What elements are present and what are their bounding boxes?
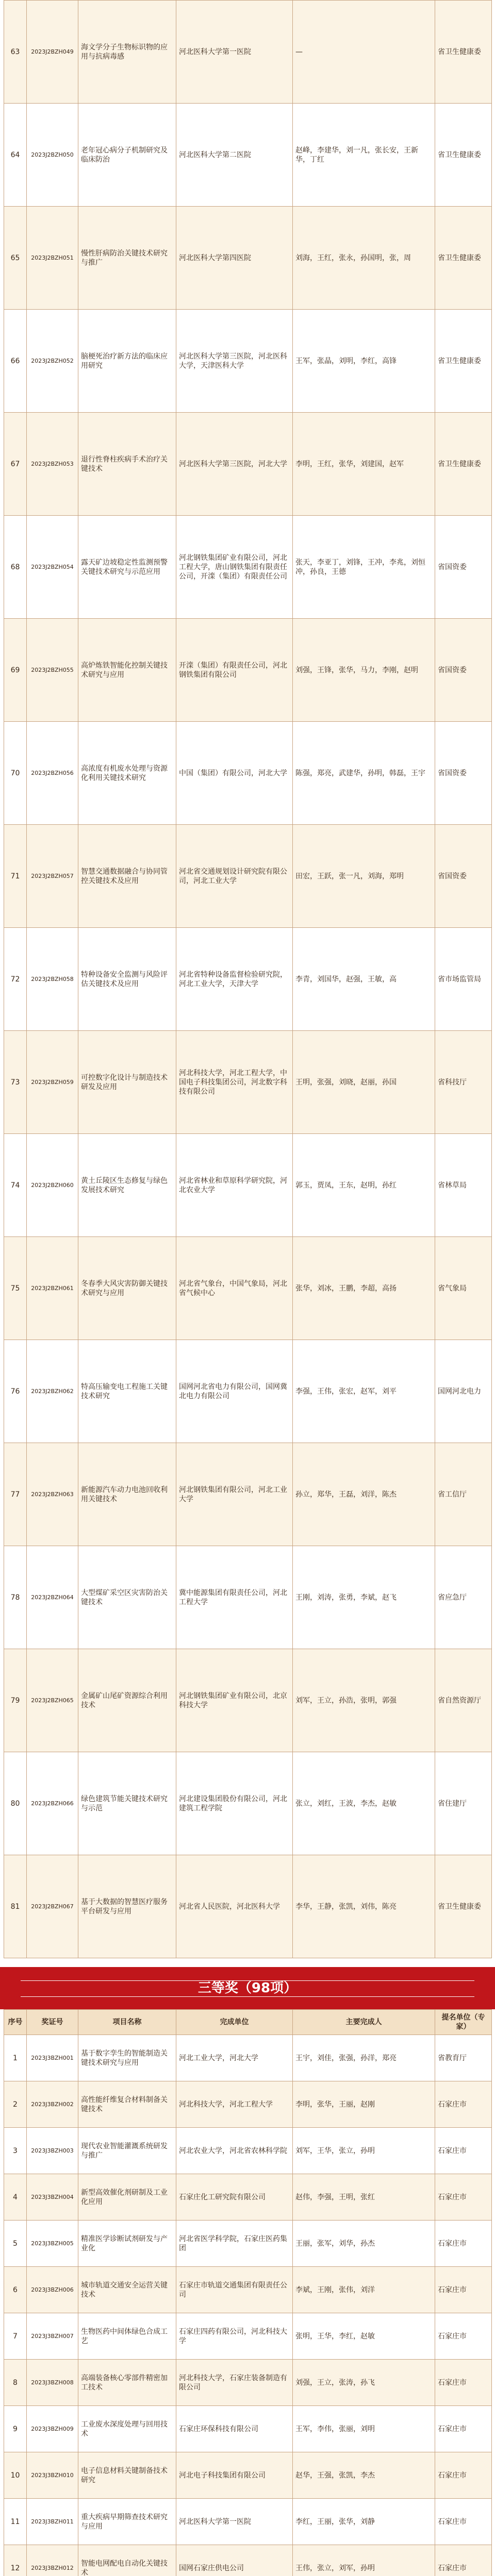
main-contributors: 刘军，王立，孙浩，张明，郭强 — [293, 1649, 435, 1752]
row-number: 5 — [4, 2221, 27, 2267]
row-number: 76 — [4, 1340, 27, 1443]
completing-unit: 国网河北省电力有限公司，国网冀北电力有限公司 — [176, 1340, 293, 1443]
nominating-unit: 石家庄市 — [435, 2360, 492, 2406]
row-number: 73 — [4, 1031, 27, 1134]
nominating-unit: 石家庄市 — [435, 2174, 492, 2221]
third-prize-table — [4, 2009, 492, 2576]
row-number: 81 — [4, 1855, 27, 1958]
completing-unit: 石家庄化工研究院有限公司 — [176, 2174, 293, 2221]
row-number: 1 — [4, 2035, 27, 2081]
third-prize-rows — [4, 2035, 492, 2576]
main-contributors: 王刚，刘涛，张勇，李斌，赵飞 — [293, 1546, 435, 1649]
third-prize-banner — [0, 1967, 495, 2009]
nominating-unit: 省市场监管局 — [435, 928, 492, 1031]
main-contributors: 刘强，王锋，张华，马力，李刚，赵明 — [293, 619, 435, 722]
header-persons: 主要完成人 — [293, 2010, 435, 2035]
main-contributors: 郭玉，贾凤，王东，赵明，孙红 — [293, 1134, 435, 1237]
project-name: 特高压输变电工程施工关键技术研究 — [78, 1340, 176, 1443]
project-name: 高性能纤维复合材料制备关键技术 — [78, 2081, 176, 2128]
third-prize-panel — [0, 2009, 495, 2576]
completing-unit: 河北工业大学，河北大学 — [176, 2035, 293, 2081]
project-name: 新型高效催化剂研制及工业化应用 — [78, 2174, 176, 2221]
table-row — [4, 2081, 492, 2128]
nominating-unit: 省教育厅 — [435, 2035, 492, 2081]
nominating-unit: 省卫生健康委 — [435, 1, 492, 104]
table-row — [4, 104, 492, 207]
project-name: 可控数字化设计与制造技术研发及应用 — [78, 1031, 176, 1134]
nominating-unit: 省住建厅 — [435, 1752, 492, 1855]
award-code: 2023J3BZH006 — [27, 2267, 78, 2313]
project-name: 智慧交通数据融合与协同管控关键技术及应用 — [78, 825, 176, 928]
nominating-unit: 省国资委 — [435, 722, 492, 825]
row-number: 71 — [4, 825, 27, 928]
row-number: 2 — [4, 2081, 27, 2128]
nominating-unit: 省林草局 — [435, 1134, 492, 1237]
nominating-unit: 石家庄市 — [435, 2081, 492, 2128]
completing-unit: 河北钢铁集团矿业有限公司，北京科技大学 — [176, 1649, 293, 1752]
nominating-unit: 省国资委 — [435, 516, 492, 619]
award-code: 2023J2BZH055 — [27, 619, 78, 722]
row-number: 70 — [4, 722, 27, 825]
project-name: 冬春季大风灾害防御关键技术研究与应用 — [78, 1237, 176, 1340]
nominating-unit: 省自然资源厅 — [435, 1649, 492, 1752]
row-number: 10 — [4, 2452, 27, 2499]
table-row — [4, 2035, 492, 2081]
award-code: 2023J3BZH007 — [27, 2313, 78, 2360]
award-code: 2023J3BZH012 — [27, 2545, 78, 2576]
award-code: 2023J2BZH067 — [27, 1855, 78, 1958]
award-code: 2023J2BZH054 — [27, 516, 78, 619]
completing-unit: 河北医科大学第一医院 — [176, 2499, 293, 2545]
row-number: 72 — [4, 928, 27, 1031]
main-contributors: 刘海，王红，张永，孙国明，张，周 — [293, 207, 435, 310]
row-number: 80 — [4, 1752, 27, 1855]
main-contributors: 李红，王丽，张华，刘静 — [293, 2499, 435, 2545]
header-project: 项目名称 — [78, 2010, 176, 2035]
project-name: 金属矿山尾矿资源综合利用技术 — [78, 1649, 176, 1752]
main-contributors: 刘军，王华，张立，孙明 — [293, 2128, 435, 2174]
project-name: 特种设备安全监测与风险评估关键技术及应用 — [78, 928, 176, 1031]
completing-unit: 河北医科大学第三医院，河北大学 — [176, 413, 293, 516]
project-name: 高炉炼铁智能化控制关键技术研究与应用 — [78, 619, 176, 722]
row-number: 6 — [4, 2267, 27, 2313]
main-contributors: 赵华，王强，张凯，李杰 — [293, 2452, 435, 2499]
completing-unit: 石家庄环保科技有限公司 — [176, 2406, 293, 2452]
award-code: 2023J2BZH061 — [27, 1237, 78, 1340]
row-number: 12 — [4, 2545, 27, 2576]
second-prize-rows — [4, 1, 492, 1958]
award-code: 2023J3BZH005 — [27, 2221, 78, 2267]
row-number: 65 — [4, 207, 27, 310]
nominating-unit: 国网河北电力 — [435, 1340, 492, 1443]
project-name: 高浓度有机废水处理与资源化利用关键技术研究 — [78, 722, 176, 825]
completing-unit: 开滦（集团）有限责任公司，河北钢铁集团有限公司 — [176, 619, 293, 722]
project-name: 生物医药中间体绿色合成工艺 — [78, 2313, 176, 2360]
nominating-unit: 石家庄市 — [435, 2406, 492, 2452]
completing-unit: 河北省人民医院，河北医科大学 — [176, 1855, 293, 1958]
main-contributors: 李青，刘国华，赵强，王敏，高 — [293, 928, 435, 1031]
completing-unit: 冀中能源集团有限责任公司，河北工程大学 — [176, 1546, 293, 1649]
table-row — [4, 1340, 492, 1443]
project-name: 退行性脊柱疾病手术治疗关键技术 — [78, 413, 176, 516]
table-row — [4, 2174, 492, 2221]
award-code: 2023J2BZH065 — [27, 1649, 78, 1752]
main-contributors: 张立，刘红，王波，李杰，赵敏 — [293, 1752, 435, 1855]
row-number: 79 — [4, 1649, 27, 1752]
award-code: 2023J2BZH052 — [27, 310, 78, 413]
table-row — [4, 1, 492, 104]
header-recommender: 提名单位（专家） — [435, 2010, 492, 2035]
table-row — [4, 928, 492, 1031]
table-row — [4, 2221, 492, 2267]
main-contributors: 陈强，郑亮，武建华，孙明，韩磊，王宇 — [293, 722, 435, 825]
completing-unit: 河北省医学科学院，石家庄医药集团 — [176, 2221, 293, 2267]
award-code: 2023J3BZH002 — [27, 2081, 78, 2128]
completing-unit: 河北农业大学，河北省农林科学院 — [176, 2128, 293, 2174]
award-code: 2023J2BZH063 — [27, 1443, 78, 1546]
completing-unit: 中国（集团）有限公司，河北大学 — [176, 722, 293, 825]
nominating-unit: 省国资委 — [435, 825, 492, 928]
row-number: 68 — [4, 516, 27, 619]
main-contributors: 李华，王静，张凯，刘伟，陈亮 — [293, 1855, 435, 1958]
completing-unit: 河北省气象台，中国气象局，河北省气候中心 — [176, 1237, 293, 1340]
row-number: 3 — [4, 2128, 27, 2174]
table-row — [4, 1031, 492, 1134]
row-number: 64 — [4, 104, 27, 207]
main-contributors: 孙立，郑华，王磊，刘洋，陈杰 — [293, 1443, 435, 1546]
main-contributors: 张天，李亚丁，刘锋，王冲，李兆，刘恒冲，孙良，王德 — [293, 516, 435, 619]
completing-unit: 石家庄市轨道交通集团有限责任公司 — [176, 2267, 293, 2313]
table-row — [4, 2128, 492, 2174]
award-code: 2023J2BZH051 — [27, 207, 78, 310]
table-row — [4, 207, 492, 310]
row-number: 75 — [4, 1237, 27, 1340]
project-name: 露天矿边坡稳定性监测预警关键技术研究与示范应用 — [78, 516, 176, 619]
table-header-row — [4, 2010, 492, 2035]
table-row — [4, 516, 492, 619]
row-number: 8 — [4, 2360, 27, 2406]
main-contributors: 王军，张晶，刘明，李红，高锋 — [293, 310, 435, 413]
table-row — [4, 2499, 492, 2545]
nominating-unit: 省工信厅 — [435, 1443, 492, 1546]
completing-unit: 河北医科大学第三医院，河北医科大学，天津医科大学 — [176, 310, 293, 413]
nominating-unit: 石家庄市 — [435, 2128, 492, 2174]
row-number: 4 — [4, 2174, 27, 2221]
completing-unit: 河北医科大学第四医院 — [176, 207, 293, 310]
nominating-unit: 石家庄市 — [435, 2499, 492, 2545]
completing-unit: 河北钢铁集团有限公司，河北工业大学 — [176, 1443, 293, 1546]
nominating-unit: 省卫生健康委 — [435, 207, 492, 310]
second-prize-table — [4, 0, 492, 1958]
project-name: 脑梗死治疗新方法的临床应用研究 — [78, 310, 176, 413]
nominating-unit: 省卫生健康委 — [435, 310, 492, 413]
main-contributors: 张华，刘冰，王鹏，李超，高扬 — [293, 1237, 435, 1340]
project-name: 重大疾病早期筛查技术研究与应用 — [78, 2499, 176, 2545]
table-row — [4, 1134, 492, 1237]
project-name: 高端装备核心零部件精密加工技术 — [78, 2360, 176, 2406]
table-row — [4, 413, 492, 516]
table-row — [4, 722, 492, 825]
award-code: 2023J2BZH062 — [27, 1340, 78, 1443]
project-name: 基于数字孪生的智能制造关键技术研究与应用 — [78, 2035, 176, 2081]
table-row — [4, 310, 492, 413]
nominating-unit: 省卫生健康委 — [435, 413, 492, 516]
nominating-unit: 省国资委 — [435, 619, 492, 722]
main-contributors: 刘强，王立，张涛，孙飞 — [293, 2360, 435, 2406]
row-number: 69 — [4, 619, 27, 722]
project-name: 慢性肝病防治关键技术研究与推广 — [78, 207, 176, 310]
main-contributors: 田宏，王跃，张一凡，刘海，郑明 — [293, 825, 435, 928]
award-code: 2023J2BZH057 — [27, 825, 78, 928]
main-contributors: 李明，张华，王丽，赵刚 — [293, 2081, 435, 2128]
project-name: 基于大数据的智慧医疗服务平台研发与应用 — [78, 1855, 176, 1958]
main-contributors: 王伟，张立，刘军，孙明 — [293, 2545, 435, 2576]
nominating-unit: 省卫生健康委 — [435, 104, 492, 207]
row-number: 67 — [4, 413, 27, 516]
main-contributors: 李斌，王刚，张伟，刘洋 — [293, 2267, 435, 2313]
row-number: 78 — [4, 1546, 27, 1649]
row-number: 74 — [4, 1134, 27, 1237]
row-number: 63 — [4, 1, 27, 104]
completing-unit: 河北医科大学第一医院 — [176, 1, 293, 104]
nominating-unit: 省科技厅 — [435, 1031, 492, 1134]
main-contributors: 赵峰，李建华，刘一凡，张长安，王新华，丁红 — [293, 104, 435, 207]
completing-unit: 河北医科大学第二医院 — [176, 104, 293, 207]
nominating-unit: 石家庄市 — [435, 2452, 492, 2499]
table-row — [4, 1855, 492, 1958]
award-code: 2023J2BZH053 — [27, 413, 78, 516]
row-number: 11 — [4, 2499, 27, 2545]
table-row — [4, 2452, 492, 2499]
nominating-unit: 石家庄市 — [435, 2313, 492, 2360]
award-code: 2023J2BZH049 — [27, 1, 78, 104]
completing-unit: 河北钢铁集团矿业有限公司，河北工程大学，唐山钢铁集团有限责任公司，开滦（集团）有限责任公司 — [176, 516, 293, 619]
award-code: 2023J3BZH008 — [27, 2360, 78, 2406]
table-row — [4, 1649, 492, 1752]
nominating-unit: 石家庄市 — [435, 2545, 492, 2576]
main-contributors: 李强，王伟，张宏，赵军，刘平 — [293, 1340, 435, 1443]
award-code: 2023J2BZH059 — [27, 1031, 78, 1134]
table-row — [4, 1752, 492, 1855]
award-code: 2023J2BZH064 — [27, 1546, 78, 1649]
completing-unit: 河北电子科技集团有限公司 — [176, 2452, 293, 2499]
project-name: 黄土丘陵区生态修复与绿色发展技术研究 — [78, 1134, 176, 1237]
completing-unit: 石家庄四药有限公司，河北科技大学 — [176, 2313, 293, 2360]
award-code: 2023J3BZH009 — [27, 2406, 78, 2452]
row-number: 77 — [4, 1443, 27, 1546]
table-row — [4, 1443, 492, 1546]
table-row — [4, 2267, 492, 2313]
award-code: 2023J3BZH001 — [27, 2035, 78, 2081]
header-no: 序号 — [4, 2010, 27, 2035]
main-contributors: 张明，王华，李红，赵敏 — [293, 2313, 435, 2360]
project-name: 电子信息材料关键制备技术研究 — [78, 2452, 176, 2499]
completing-unit: 河北科技大学，河北工程大学 — [176, 2081, 293, 2128]
project-name: 老年冠心病分子机制研究及临床防治 — [78, 104, 176, 207]
project-name: 绿色建筑节能关键技术研究与示范 — [78, 1752, 176, 1855]
main-contributors: 王宇，刘佳，张强，孙洋，郑亮 — [293, 2035, 435, 2081]
project-name: 城市轨道交通安全运营关键技术 — [78, 2267, 176, 2313]
completing-unit: 河北科技大学，石家庄装备制造有限公司 — [176, 2360, 293, 2406]
third-prize-title: 三等奖（98项） — [197, 1980, 298, 1996]
award-code: 2023J3BZH011 — [27, 2499, 78, 2545]
main-contributors: — — [293, 1, 435, 104]
award-code: 2023J3BZH010 — [27, 2452, 78, 2499]
table-row — [4, 2545, 492, 2576]
table-row — [4, 2313, 492, 2360]
table-row — [4, 2406, 492, 2452]
nominating-unit: 省卫生健康委 — [435, 1855, 492, 1958]
project-name: 新能源汽车动力电池回收利用关键技术 — [78, 1443, 176, 1546]
project-name: 现代农业智能灌溉系统研发与推广 — [78, 2128, 176, 2174]
table-row — [4, 825, 492, 928]
award-code: 2023J2BZH056 — [27, 722, 78, 825]
project-name: 精准医学诊断试剂研发与产业化 — [78, 2221, 176, 2267]
award-code: 2023J2BZH060 — [27, 1134, 78, 1237]
completing-unit: 河北建设集团股份有限公司，河北建筑工程学院 — [176, 1752, 293, 1855]
nominating-unit: 省气象局 — [435, 1237, 492, 1340]
header-unit: 完成单位 — [176, 2010, 293, 2035]
project-name: 大型煤矿采空区灾害防治关键技术 — [78, 1546, 176, 1649]
award-code: 2023J2BZH050 — [27, 104, 78, 207]
award-code: 2023J2BZH066 — [27, 1752, 78, 1855]
project-name: 海文学分子生物标识物的应用与抗病毒感 — [78, 1, 176, 104]
project-name: 智能电网配电自动化关键技术 — [78, 2545, 176, 2576]
completing-unit: 河北科技大学，河北工程大学，中国电子科技集团公司，河北数字科技有限公司 — [176, 1031, 293, 1134]
table-row — [4, 619, 492, 722]
main-contributors: 赵伟，李强，王明，张红 — [293, 2174, 435, 2221]
completing-unit: 河北省交通规划设计研究院有限公司，河北工业大学 — [176, 825, 293, 928]
row-number: 66 — [4, 310, 27, 413]
award-code: 2023J3BZH003 — [27, 2128, 78, 2174]
nominating-unit: 石家庄市 — [435, 2221, 492, 2267]
table-row — [4, 1237, 492, 1340]
table-row — [4, 1546, 492, 1649]
row-number: 7 — [4, 2313, 27, 2360]
nominating-unit: 石家庄市 — [435, 2267, 492, 2313]
nominating-unit: 省应急厅 — [435, 1546, 492, 1649]
award-code: 2023J3BZH004 — [27, 2174, 78, 2221]
award-code: 2023J2BZH058 — [27, 928, 78, 1031]
main-contributors: 王丽，张军，刘华，孙杰 — [293, 2221, 435, 2267]
row-number: 9 — [4, 2406, 27, 2452]
header-code: 奖证号 — [27, 2010, 78, 2035]
completing-unit: 国网石家庄供电公司 — [176, 2545, 293, 2576]
completing-unit: 河北省林业和草原科学研究院，河北农业大学 — [176, 1134, 293, 1237]
main-contributors: 王军，李伟，张丽，刘明 — [293, 2406, 435, 2452]
main-contributors: 李明，王红，张华，刘建国，赵军 — [293, 413, 435, 516]
project-name: 工业废水深度处理与回用技术 — [78, 2406, 176, 2452]
table-row — [4, 2360, 492, 2406]
completing-unit: 河北省特种设备监督检验研究院，河北工业大学，天津大学 — [176, 928, 293, 1031]
main-contributors: 王明，张强，刘晓，赵丽，孙国 — [293, 1031, 435, 1134]
